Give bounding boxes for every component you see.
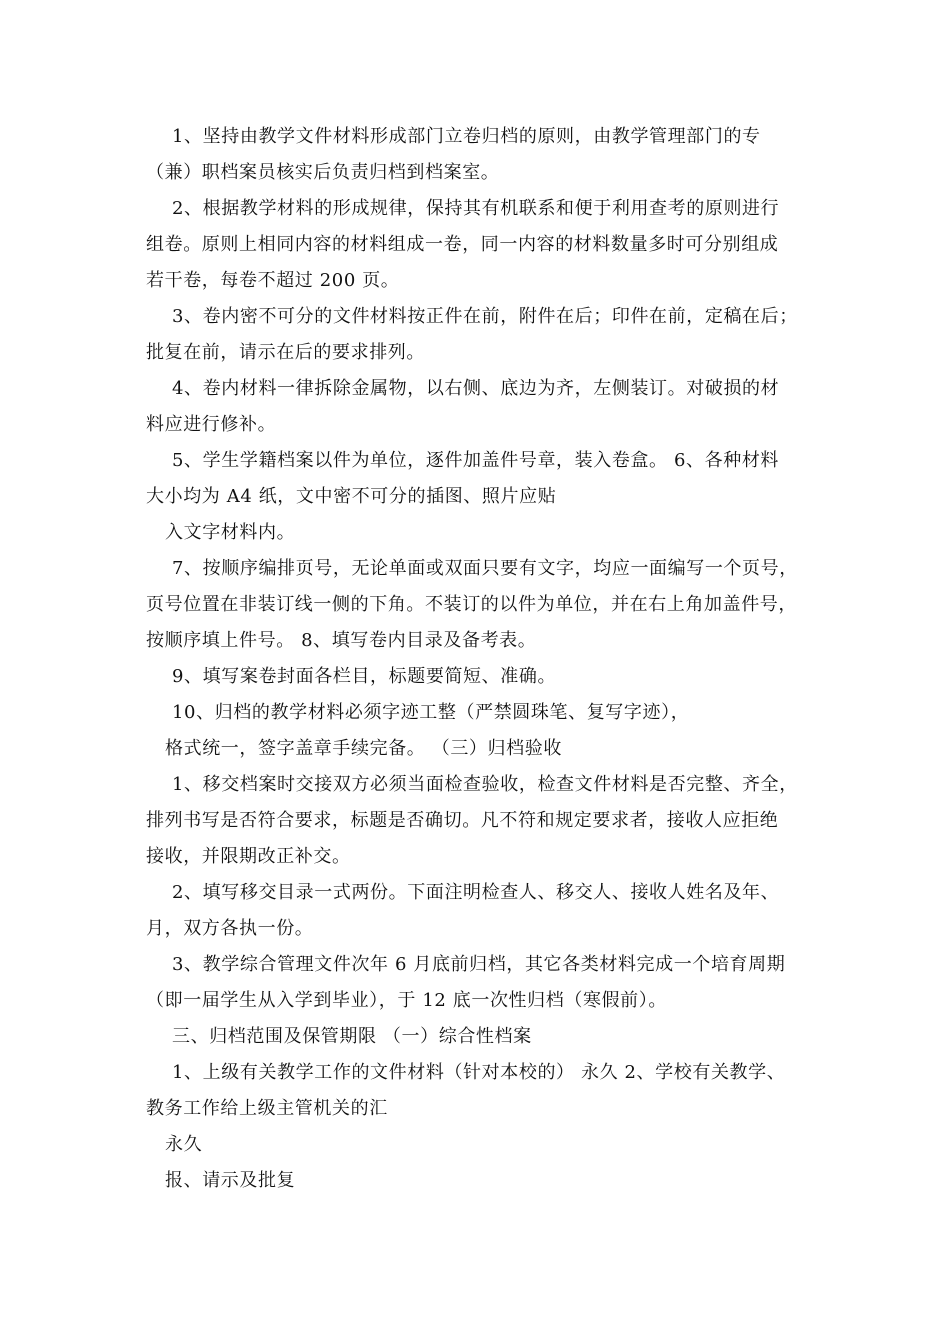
- acceptance-paragraph-1-line-1: 1、移交档案时交接双方必须当面检查验收，检查文件材料是否完整、齐全，: [172, 774, 798, 795]
- acceptance-paragraph-2-line-2: 月，双方各执一份。: [146, 918, 314, 939]
- paragraph-5-line-3: 入文字材料内。: [165, 522, 296, 543]
- acceptance-paragraph-3-line-2: （即一届学生从入学到毕业），于 12 底一次性归档（寒假前）。: [146, 990, 667, 1011]
- scope-item-line-1: 1、上级有关教学工作的文件材料（针对本校的） 永久 2、学校有关教学、: [172, 1062, 786, 1083]
- paragraph-2-line-1: 2、根据教学材料的形成规律，保持其有机联系和便于利用查考的原则进行: [172, 198, 780, 219]
- scope-item-retention: 永久: [165, 1134, 203, 1155]
- paragraph-7-line-3: 按顺序填上件号。 8、填写卷内目录及备考表。: [146, 630, 537, 651]
- paragraph-4-line-1: 4、卷内材料一律拆除金属物，以右侧、底边为齐，左侧装订。对破损的材: [172, 378, 780, 399]
- paragraph-10-line-2: 格式统一，签字盖章手续完备。 （三）归档验收: [165, 738, 562, 759]
- paragraph-7-line-1: 7、按顺序编排页号，无论单面或双面只要有文字，均应一面编写一个页号，: [172, 558, 798, 579]
- paragraph-7-line-2: 页号位置在非装订线一侧的下角。不装订的以件为单位，并在右上角加盖件号，: [146, 594, 797, 615]
- paragraph-3-line-1: 3、卷内密不可分的文件材料按正件在前，附件在后；印件在前，定稿在后；: [172, 306, 798, 327]
- acceptance-paragraph-2-line-1: 2、填写移交目录一式两份。下面注明检查人、移交人、接收人姓名及年、: [172, 882, 780, 903]
- acceptance-paragraph-1-line-3: 接收，并限期改正补交。: [146, 846, 351, 867]
- scope-item-line-2: 教务工作给上级主管机关的汇: [146, 1098, 388, 1119]
- paragraph-5-line-2: 大小均为 A4 纸，文中密不可分的插图、照片应贴: [146, 486, 557, 507]
- paragraph-1-line-1: 1、坚持由教学文件材料形成部门立卷归档的原则，由教学管理部门的专: [172, 126, 761, 147]
- section-heading-archive-scope: 三、归档范围及保管期限 （一）综合性档案: [172, 1026, 532, 1047]
- paragraph-2-line-2: 组卷。原则上相同内容的材料组成一卷，同一内容的材料数量多时可分别组成: [146, 234, 779, 255]
- paragraph-1-line-2: （兼）职档案员核实后负责归档到档案室。: [146, 162, 500, 183]
- paragraph-10-line-1: 10、归档的教学材料必须字迹工整（严禁圆珠笔、复写字迹），: [172, 702, 690, 723]
- scope-item-line-3: 报、请示及批复: [165, 1170, 296, 1191]
- acceptance-paragraph-3-line-1: 3、教学综合管理文件次年 6 月底前归档，其它各类材料完成一个培育周期: [172, 954, 786, 975]
- paragraph-9-line-1: 9、填写案卷封面各栏目，标题要简短、准确。: [172, 666, 557, 687]
- paragraph-4-line-2: 料应进行修补。: [146, 414, 277, 435]
- paragraph-5-line-1: 5、学生学籍档案以件为单位，逐件加盖件号章，装入卷盒。 6、各种材料: [172, 450, 780, 471]
- acceptance-paragraph-1-line-2: 排列书写是否符合要求，标题是否确切。凡不符和规定要求者，接收人应拒绝: [146, 810, 779, 831]
- paragraph-3-line-2: 批复在前，请示在后的要求排列。: [146, 342, 425, 363]
- paragraph-2-line-3: 若干卷，每卷不超过 200 页。: [146, 270, 400, 291]
